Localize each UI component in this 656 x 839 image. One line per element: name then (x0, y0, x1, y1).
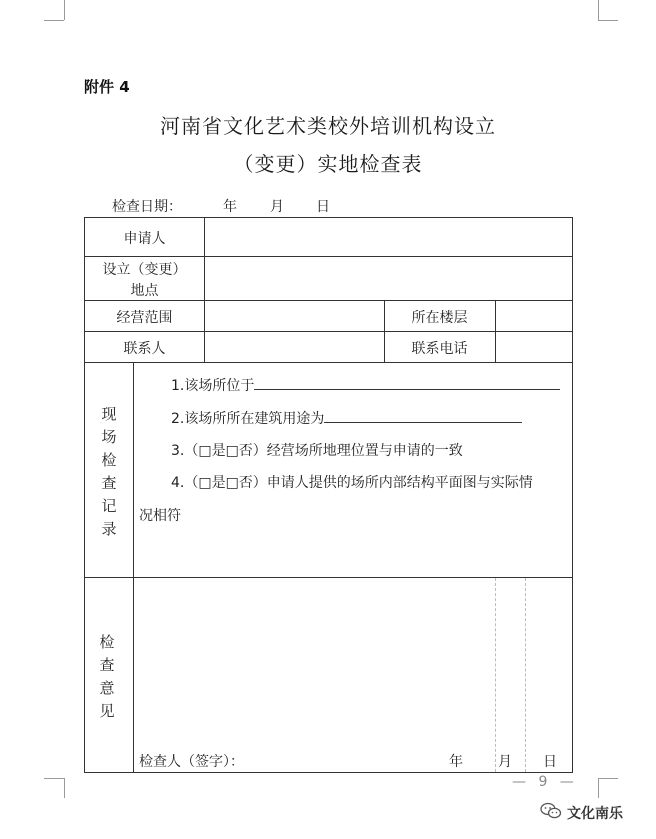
column-divider (495, 300, 496, 362)
record-side-label-2: 场 (101, 428, 117, 446)
record-side-label-1: 现 (101, 405, 117, 423)
contact-person-label: 联系人 (123, 341, 166, 357)
row-divider (85, 300, 572, 301)
column-divider (204, 218, 205, 362)
inspector-signature-label: 检查人（签字）： (139, 754, 244, 770)
record-item-2 (171, 408, 522, 428)
crop-mark-top-left-h (44, 20, 64, 21)
crop-mark-bottom-right-v (598, 778, 599, 798)
watermark (540, 802, 623, 824)
record-side-label-6: 录 (101, 520, 117, 538)
contact-phone-label: 联系电话 (411, 341, 468, 357)
wechat-icon (540, 802, 562, 824)
applicant-label: 申请人 (123, 231, 166, 247)
record-item-1-text: 1.该场所位于 (171, 378, 255, 394)
address-label-line1: 设立（变更） (102, 262, 187, 278)
opinion-side-label-4: 见 (99, 702, 115, 720)
opinion-side-label-1: 检 (99, 633, 115, 651)
record-side-label-5: 记 (101, 497, 117, 515)
signature-day-label: 日 (543, 754, 557, 770)
record-item-4-line2: 况相符 (139, 508, 181, 524)
watermark-text: 文化南乐 (567, 806, 623, 822)
crop-mark-bottom-left-v (64, 778, 65, 798)
crop-mark-top-left-v (64, 0, 65, 20)
crop-mark-top-right-v (598, 0, 599, 20)
row-divider (85, 331, 572, 332)
record-item-2-text: 2.该场所所在建筑用途为 (171, 411, 325, 427)
location-blank (254, 375, 560, 390)
crop-mark-top-right-h (598, 20, 618, 21)
record-item-4-line1: 4.（□是□否）申请人提供的场所内部结构平面图与实际情 (171, 475, 533, 491)
opinion-side-label-2: 查 (99, 656, 115, 674)
floor-label: 所在楼层 (411, 310, 468, 326)
row-divider (85, 256, 572, 257)
signature-month-label: 月 (498, 754, 512, 770)
record-side-label-4: 查 (101, 474, 117, 492)
inspection-date-label: 检查日期： (112, 199, 182, 215)
date-month-label: 月 (270, 199, 284, 215)
signature-year-label: 年 (449, 754, 463, 770)
business-scope-label: 经营范围 (116, 310, 173, 326)
row-divider (85, 577, 572, 578)
row-divider (85, 362, 572, 363)
crop-mark-bottom-right-h (598, 778, 618, 779)
inspection-form-table (84, 217, 573, 773)
building-use-blank (324, 408, 522, 423)
document-title-line2: （变更）实地检查表 (233, 152, 423, 176)
opinion-side-label-3: 意 (99, 679, 115, 697)
document-title-line1: 河南省文化艺术类校外培训机构设立 (160, 114, 496, 138)
record-item-3: 3.（□是□否）经营场所地理位置与申请的一致 (171, 443, 463, 459)
date-day-label: 日 (316, 199, 330, 215)
crop-mark-bottom-left-h (44, 778, 64, 779)
record-item-1 (171, 375, 560, 395)
guide-line (495, 578, 496, 772)
date-year-label: 年 (223, 199, 237, 215)
address-label-line2: 地点 (130, 283, 159, 299)
guide-line (525, 578, 526, 772)
attachment-label: 附件 4 (84, 78, 130, 96)
page-number: — 9 — (512, 774, 578, 790)
column-divider (133, 362, 134, 772)
record-side-label-3: 检 (101, 451, 117, 469)
